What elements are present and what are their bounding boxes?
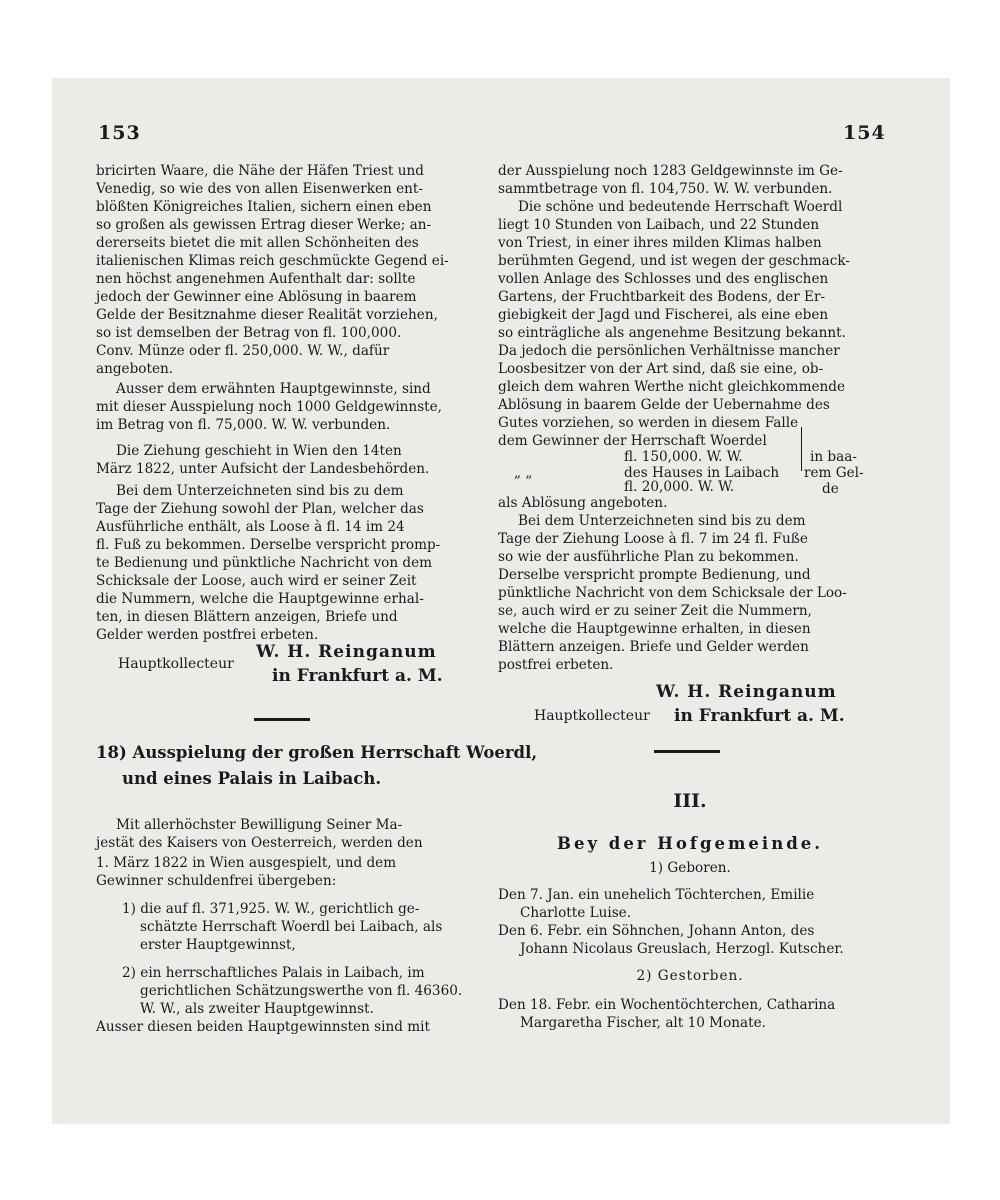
text-line: so großen als gewissen Ertrag dieser Werke; an- <box>96 217 432 233</box>
table-cell: de <box>822 481 839 497</box>
list-item: Charlotte Luise. <box>520 905 632 921</box>
subsection-title: 2) Gestorben. <box>636 968 744 984</box>
text-line: Gelde der Besitznahme dieser Realität vorziehen, <box>96 307 438 323</box>
text-line: liegt 10 Stunden von Laibach, und 22 Stunden <box>498 217 820 233</box>
table-cell: dem Gewinner der Herrschaft Woerdel <box>498 433 767 449</box>
text-line: angeboten. <box>96 361 174 377</box>
text-line: vollen Anlage des Schlosses und des englischen <box>498 271 829 287</box>
brace-bracket <box>794 427 802 471</box>
text-line: von Triest, in einer ihres milden Klimas halben <box>498 235 822 251</box>
table-cell: „ „ <box>514 465 533 481</box>
table-cell: fl. 150,000. W. W. <box>624 449 743 465</box>
text-line: im Betrag von fl. 75,000. W. W. verbunden. <box>96 417 391 433</box>
roman-numeral-heading: III. <box>673 790 707 812</box>
text-line: so wie der ausführliche Plan zu bekommen. <box>498 549 799 565</box>
list-item: gerichtlichen Schätzungswerthe von fl. 46360. <box>140 983 463 999</box>
list-item: schätzte Herrschaft Woerdl bei Laibach, als <box>140 919 443 935</box>
section-title: Bey der Hofgemeinde. <box>557 834 823 853</box>
text-line: jedoch der Gewinner eine Ablösung in baarem <box>96 289 417 305</box>
text-line: ten, in diesen Blättern anzeigen, Briefe und <box>96 609 398 625</box>
text-line: Bei dem Unterzeichneten sind bis zu dem <box>116 483 404 499</box>
text-line: nen höchst angenehmen Aufenthalt dar: sollte <box>96 271 416 287</box>
text-line: Die schöne und bedeutende Herrschaft Woerdl <box>518 199 843 215</box>
text-line: der Ausspielung noch 1283 Geldgewinnste im Ge- <box>498 163 843 179</box>
table-cell: fl. 20,000. W. W. <box>624 479 735 495</box>
signature-city: in Frankfurt a. M. <box>272 666 443 686</box>
text-line: Loosbesitzer von der Art sind, daß sie eine, ob- <box>498 361 824 377</box>
text-line: se, auch wird er zu seiner Zeit die Nummern, <box>498 603 812 619</box>
text-line: Gutes vorziehen, so werden in diesem Falle <box>498 415 799 431</box>
text-line: postfrei erbeten. <box>498 657 614 673</box>
text-line: März 1822, unter Aufsicht der Landesbehörden. <box>96 461 430 477</box>
signature-name: W. H. Reinganum <box>656 682 837 702</box>
subsection-title: 1) Geboren. <box>649 860 731 876</box>
text-line: sammtbetrage von fl. 104,750. W. W. verbunden. <box>498 181 833 197</box>
text-line: Bei dem Unterzeichneten sind bis zu dem <box>518 513 806 529</box>
text-line: Gewinner schuldenfrei übergeben: <box>96 873 337 889</box>
text-line: berühmten Gegend, und ist wegen der geschmack- <box>498 253 850 269</box>
text-line: so ist demselben der Betrag von fl. 100,000. <box>96 325 402 341</box>
text-line: Ausführliche enthält, als Loose à fl. 14 im 24 <box>96 519 405 535</box>
text-line: welche die Hauptgewinne erhalten, in diesen <box>498 621 811 637</box>
signature-title: Hauptkollecteur <box>118 656 234 672</box>
text-line: gleich dem wahren Werthe nicht gleichkommende <box>498 379 846 395</box>
signature-city: in Frankfurt a. M. <box>674 706 845 726</box>
text-line: Ausser dem erwähnten Hauptgewinnste, sind <box>116 381 431 397</box>
section-heading: und eines Palais in Laibach. <box>122 769 382 788</box>
list-item: Den 6. Febr. ein Söhnchen, Johann Anton, des <box>498 923 815 939</box>
text-line: dererseits bietet die mit allen Schönheiten des <box>96 235 419 251</box>
text-line: mit dieser Ausspielung noch 1000 Geldgewinnste, <box>96 399 442 415</box>
text-line: Gartens, der Fruchtbarkeit des Bodens, der Er- <box>498 289 826 305</box>
table-cell: in baa- <box>810 449 857 465</box>
text-line: bricirten Waare, die Nähe der Häfen Triest und <box>96 163 424 179</box>
text-line: Gelder werden postfrei erbeten. <box>96 627 319 643</box>
text-line: Da jedoch die persönlichen Verhältnisse mancher <box>498 343 840 359</box>
page-number-left: 153 <box>98 122 141 144</box>
table-cell: des Hauses in Laibach <box>624 465 780 481</box>
signature-name: W. H. Reinganum <box>256 642 437 662</box>
text-line: die Nummern, welche die Hauptgewinne erhal- <box>96 591 424 607</box>
text-line: Conv. Münze oder fl. 250,000. W. W., dafür <box>96 343 390 359</box>
text-line: jestät des Kaisers von Oesterreich, werden den <box>96 835 423 851</box>
text-line: pünktliche Nachricht von dem Schicksale der Loo- <box>498 585 847 601</box>
text-line: te Bedienung und pünktliche Nachricht von dem <box>96 555 433 571</box>
text-line: Venedig, so wie des von allen Eisenwerken ent- <box>96 181 423 197</box>
text-line: Tage der Ziehung Loose à fl. 7 im 24 fl. Fuße <box>498 531 808 547</box>
text-line: so einträgliche als angenehme Besitzung bekannt. <box>498 325 846 341</box>
text-line: 1. März 1822 in Wien ausgespielt, und dem <box>96 855 397 871</box>
section-divider <box>654 750 720 753</box>
text-line: blößten Königreiches Italien, sichern einen eben <box>96 199 432 215</box>
text-line: als Ablösung angeboten. <box>498 495 668 511</box>
text-line: Blättern anzeigen. Briefe und Gelder werden <box>498 639 809 655</box>
text-line: Schicksale der Loose, auch wird er seiner Zeit <box>96 573 417 589</box>
text-line: giebigkeit der Jagd und Fischerei, als eine eben <box>498 307 829 323</box>
section-heading: 18) Ausspielung der großen Herrschaft Woerdl, <box>96 743 538 762</box>
text-line: Ablösung in baarem Gelde der Uebernahme des <box>498 397 830 413</box>
text-line: Die Ziehung geschieht in Wien den 14ten <box>116 443 402 459</box>
table-cell: rem Gel- <box>804 465 864 481</box>
text-line: Tage der Ziehung sowohl der Plan, welcher das <box>96 501 424 517</box>
section-divider <box>254 718 310 721</box>
text-line: Ausser diesen beiden Hauptgewinnsten sind mit <box>96 1019 430 1035</box>
list-item: 1) die auf fl. 371,925. W. W., gerichtlich ge- <box>122 901 420 917</box>
text-line: Mit allerhöchster Bewilligung Seiner Ma- <box>116 817 403 833</box>
list-item: Den 7. Jan. ein unehelich Töchterchen, Emilie <box>498 887 815 903</box>
text-line: italienischen Klimas reich geschmückte Gegend ei- <box>96 253 449 269</box>
list-item: Den 18. Febr. ein Wochentöchterchen, Catharina <box>498 997 836 1013</box>
list-item: Johann Nicolaus Greuslach, Herzogl. Kutscher. <box>520 941 844 957</box>
list-item: Margaretha Fischer, alt 10 Monate. <box>520 1015 766 1031</box>
page-number-right: 154 <box>843 122 886 144</box>
signature-title: Hauptkollecteur <box>534 708 650 724</box>
text-line: Derselbe verspricht prompte Bedienung, und <box>498 567 811 583</box>
list-item: 2) ein herrschaftliches Palais in Laibach, im <box>122 965 425 981</box>
list-item: erster Hauptgewinnst, <box>140 937 296 953</box>
list-item: W. W., als zweiter Hauptgewinnst. <box>140 1001 374 1017</box>
book-page-spread <box>52 78 950 1124</box>
text-line: fl. Fuß zu bekommen. Derselbe verspricht promp- <box>96 537 441 553</box>
